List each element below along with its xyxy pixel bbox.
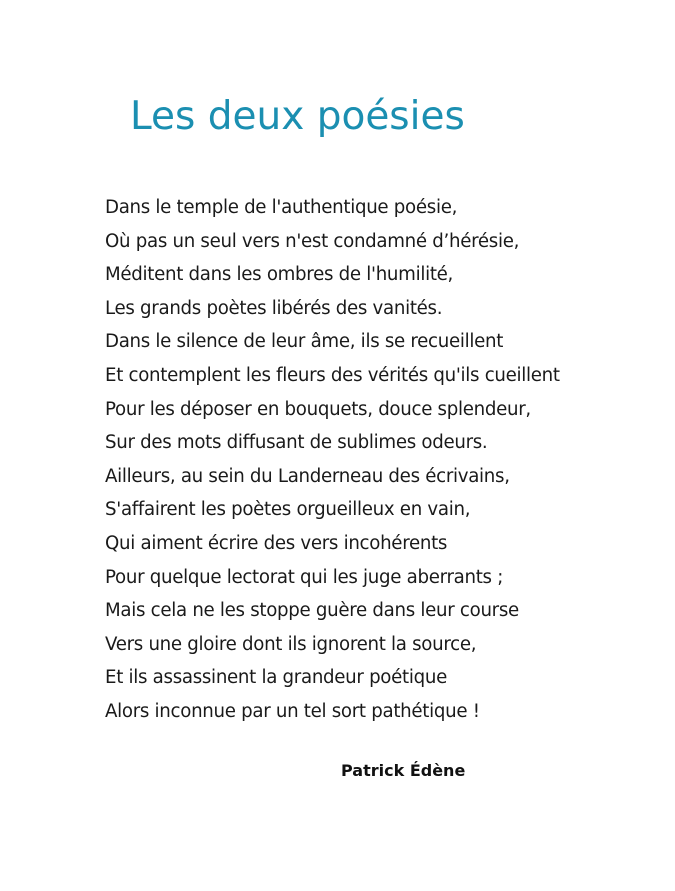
poem-line: Méditent dans les ombres de l'humilité, [105, 264, 454, 286]
poem-line: S'affairent les poètes orgueilleux en vain, [105, 499, 471, 521]
poem-line: Et contemplent les fleurs des vérités qu'ils cueillent [105, 364, 560, 386]
poem-line: Ailleurs, au sein du Landerneau des écrivains, [105, 465, 510, 487]
poem-line: Où pas un seul vers n'est condamné d’hérésie, [105, 230, 520, 252]
poem-author: Patrick Édène [341, 761, 466, 780]
poem-line: Mais cela ne les stoppe guère dans leur course [105, 600, 519, 622]
poem-line: Qui aiment écrire des vers incohérents [105, 532, 448, 554]
poem-title: Les deux poésies [130, 94, 465, 139]
poem-line: Pour quelque lectorat qui les juge aberrants ; [105, 566, 504, 588]
poem-line: Sur des mots diffusant de sublimes odeurs. [105, 432, 488, 454]
poem-line: Dans le silence de leur âme, ils se recueillent [105, 331, 504, 353]
poem-line: Pour les déposer en bouquets, douce splendeur, [105, 398, 531, 420]
poem-line: Dans le temple de l'authentique poésie, [105, 197, 458, 218]
poem-line: Les grands poètes libérés des vanités. [105, 297, 443, 319]
poem-body [105, 191, 560, 729]
poem-line: Et ils assassinent la grandeur poétique [105, 667, 447, 689]
poem-line: Vers une gloire dont ils ignorent la source, [105, 633, 477, 655]
poem-line: Alors inconnue par un tel sort pathétique ! [105, 700, 480, 722]
